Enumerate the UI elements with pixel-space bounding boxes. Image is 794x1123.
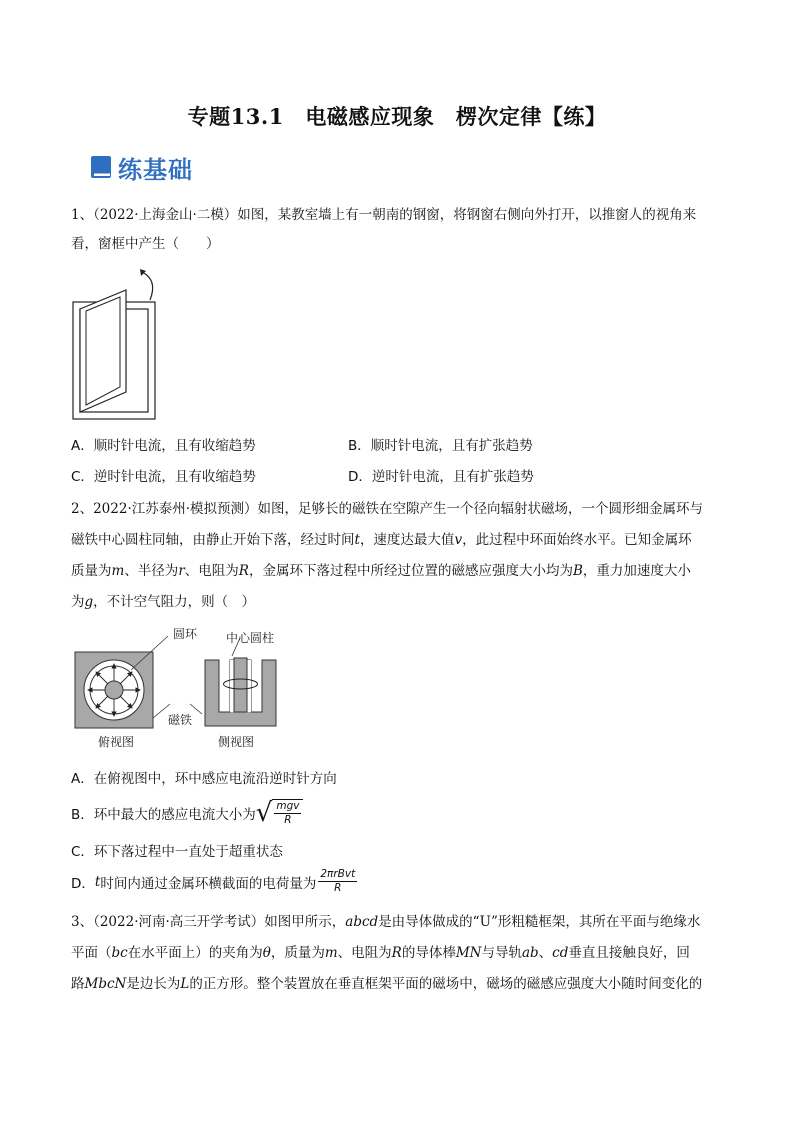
label-side-view: 侧视图: [218, 735, 255, 749]
section-heading: 练基础: [118, 155, 193, 184]
q2-line1: 2、2022·江苏泰州·模拟预测）如图，足够长的磁铁在空隙产生一个径向辐射状磁场，一个圆形细金属环与: [71, 501, 704, 517]
book-icon: [90, 155, 112, 179]
q1-option-d[interactable]: D．逆时针电流，且有扩张趋势: [348, 469, 534, 485]
q1-line1: 1、（2022·上海金山·二模）如图，某教室墙上有一朝南的钢窗，将钢窗右侧向外打开，以推窗人的视角来: [71, 207, 697, 223]
sqrt-expression: √ $\frac{\text{mgv}}{R}$: [256, 798, 304, 828]
q1-option-b[interactable]: B．顺时针电流，且有扩张趋势: [348, 438, 533, 454]
q2-line3: 质量为m、半径为r、电阻为R，金属环下落过程中所经过位置的磁感应强度大小均为B，重力加速度大小: [71, 563, 691, 579]
q2-line2: 磁铁中心圆柱同轴，由静止开始下落，经过时间t，速度达最大值v，此过程中环面始终水平。已知金属环: [71, 532, 692, 548]
q1-option-a[interactable]: A．顺时针电流，且有收缩趋势: [71, 438, 256, 454]
q1-option-c[interactable]: C．逆时针电流，且有收缩趋势: [71, 469, 256, 485]
label-column: 中心圆柱: [226, 631, 275, 645]
q2-line4: 为g，不计空气阻力，则（ ）: [71, 594, 256, 610]
magnet-figure: [70, 622, 320, 752]
q2-option-b[interactable]: B．环中最大的感应电流大小为 √ $\frac{\text{mgv}}{R}$: [71, 798, 303, 828]
label-ring: 圆环: [173, 627, 198, 641]
q3-line1: 3、（2022·河南·高三开学考试）如图甲所示，abcd是由导体做成的“U”形粗糙框架，其所在平面与绝缘水: [71, 914, 701, 930]
section-header: [90, 150, 193, 184]
q3-line3: 路MbcN是边长为L的正方形。整个装置放在垂直框架平面的磁场中，磁场的磁感应强度大小随时间变化的: [71, 976, 703, 992]
q3-line2: 平面（bc在水平面上）的夹角为θ，质量为m、电阻为R的导体棒MN与导轨ab、cd垂直且接触良好，回: [71, 945, 690, 961]
label-top-view: 俯视图: [98, 735, 135, 749]
label-magnet: 磁铁: [168, 713, 193, 727]
q2-option-a[interactable]: A．在俯视图中，环中感应电流沿逆时针方向: [71, 771, 337, 787]
page-title: 专题13.1 电磁感应现象 楞次定律【练】: [187, 104, 607, 129]
q2-option-c[interactable]: C．环下落过程中一直处于超重状态: [71, 844, 283, 860]
q1-line2: 看，窗框中产生（ ）: [71, 236, 220, 252]
q2-option-d[interactable]: D． t 时间内通过金属环横截面的电荷量为 $\frac{\text{2πrBvt}}{R}$: [71, 868, 356, 894]
window-figure: [70, 266, 170, 424]
